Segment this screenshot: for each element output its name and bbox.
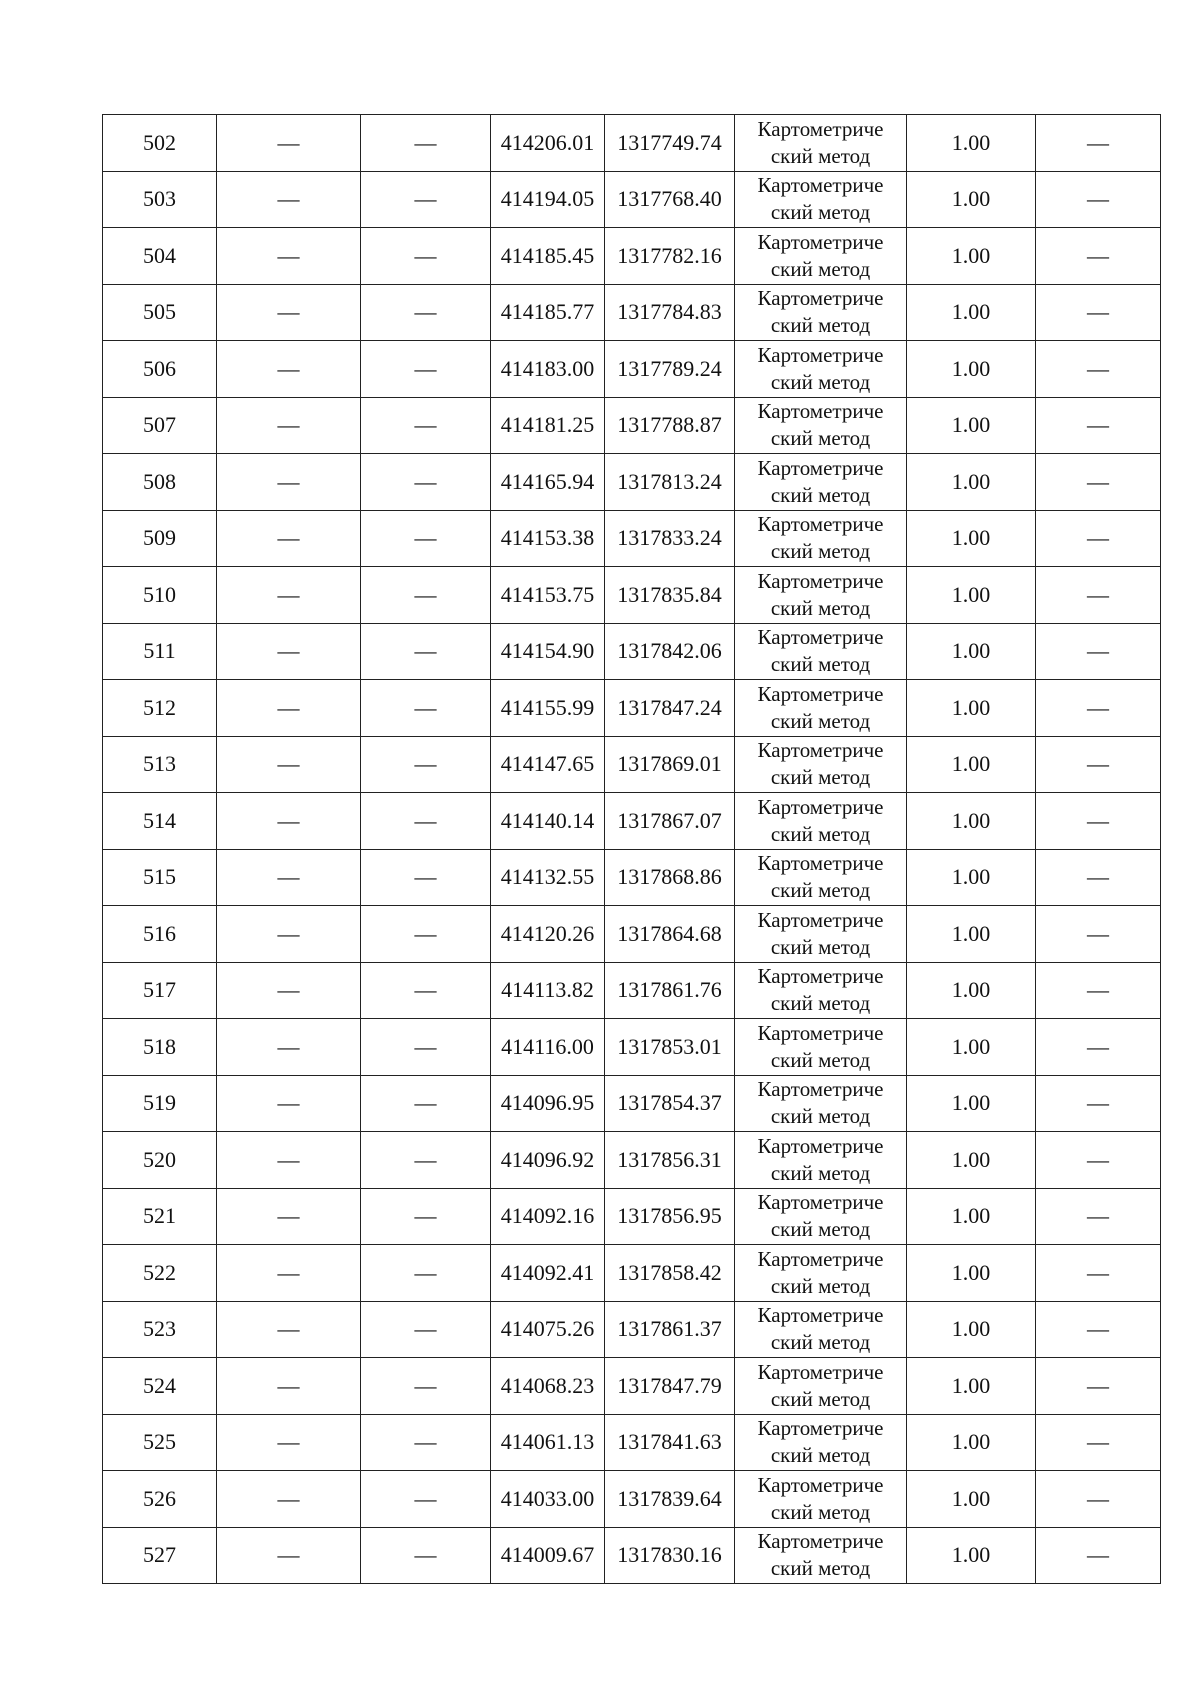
- table-row: [103, 962, 1161, 1019]
- coordinate-x-cell: 414154.90: [491, 623, 605, 680]
- coordinate-x-cell: 414092.16: [491, 1188, 605, 1245]
- empty-value-cell: —: [1036, 736, 1161, 793]
- empty-value-cell: —: [361, 1471, 491, 1528]
- empty-value-cell: —: [217, 736, 361, 793]
- method-cell: [735, 1527, 907, 1584]
- method-text-line: ский метод: [770, 256, 871, 281]
- method-cell: [735, 454, 907, 511]
- table-row: [103, 849, 1161, 906]
- method-text-line: ский метод: [770, 313, 871, 338]
- point-number-cell: 512: [103, 680, 217, 737]
- method-cell: [735, 793, 907, 850]
- method-text-line: ский метод: [770, 878, 871, 903]
- empty-value-cell: —: [1036, 1019, 1161, 1076]
- method-text-line: ский метод: [770, 200, 871, 225]
- coordinate-y-cell: 1317768.40: [605, 171, 735, 228]
- point-number-cell: 518: [103, 1019, 217, 1076]
- coordinate-y-cell: 1317789.24: [605, 341, 735, 398]
- table-row: [103, 567, 1161, 624]
- coordinate-y-cell: 1317847.24: [605, 680, 735, 737]
- empty-value-cell: —: [361, 1301, 491, 1358]
- method-text-line: ский метод: [770, 765, 871, 790]
- method-cell: [735, 567, 907, 624]
- table-row: [103, 1132, 1161, 1189]
- method-cell: [735, 1075, 907, 1132]
- method-text-line: ский метод: [770, 821, 871, 846]
- accuracy-cell: 1.00: [907, 1245, 1036, 1302]
- empty-value-cell: —: [1036, 454, 1161, 511]
- coordinate-y-cell: 1317842.06: [605, 623, 735, 680]
- table-row: [103, 906, 1161, 963]
- method-text-line: Картометриче: [757, 342, 884, 367]
- coordinate-y-cell: 1317835.84: [605, 567, 735, 624]
- empty-value-cell: —: [361, 962, 491, 1019]
- point-number-cell: 523: [103, 1301, 217, 1358]
- empty-value-cell: —: [361, 906, 491, 963]
- empty-value-cell: —: [217, 1301, 361, 1358]
- point-number-cell: 524: [103, 1358, 217, 1415]
- coordinate-x-cell: 414009.67: [491, 1527, 605, 1584]
- empty-value-cell: —: [361, 793, 491, 850]
- method-cell: [735, 623, 907, 680]
- method-text-line: ский метод: [770, 1217, 871, 1242]
- empty-value-cell: —: [217, 567, 361, 624]
- table-body: [103, 115, 1161, 1584]
- empty-value-cell: —: [361, 849, 491, 906]
- coordinate-y-cell: 1317788.87: [605, 397, 735, 454]
- table-row: [103, 623, 1161, 680]
- table-row: [103, 1527, 1161, 1584]
- empty-value-cell: —: [1036, 567, 1161, 624]
- method-cell: [735, 962, 907, 1019]
- coordinate-x-cell: 414120.26: [491, 906, 605, 963]
- point-number-cell: 526: [103, 1471, 217, 1528]
- point-number-cell: 525: [103, 1414, 217, 1471]
- method-cell: [735, 1471, 907, 1528]
- table-row: [103, 1301, 1161, 1358]
- method-text-line: Картометриче: [757, 229, 884, 254]
- table-row: [103, 1471, 1161, 1528]
- empty-value-cell: —: [217, 793, 361, 850]
- method-cell: [735, 1188, 907, 1245]
- accuracy-cell: 1.00: [907, 793, 1036, 850]
- coordinate-x-cell: 414181.25: [491, 397, 605, 454]
- coordinate-x-cell: 414096.92: [491, 1132, 605, 1189]
- method-cell: [735, 510, 907, 567]
- method-text-line: Картометриче: [757, 1416, 884, 1441]
- accuracy-cell: 1.00: [907, 680, 1036, 737]
- empty-value-cell: —: [1036, 228, 1161, 285]
- empty-value-cell: —: [361, 1527, 491, 1584]
- empty-value-cell: —: [217, 171, 361, 228]
- empty-value-cell: —: [361, 284, 491, 341]
- coordinate-x-cell: 414185.77: [491, 284, 605, 341]
- method-cell: [735, 341, 907, 398]
- coordinate-y-cell: 1317858.42: [605, 1245, 735, 1302]
- method-text-line: ский метод: [770, 1160, 871, 1185]
- empty-value-cell: —: [217, 1019, 361, 1076]
- method-text-line: Картометриче: [757, 1133, 884, 1158]
- empty-value-cell: —: [217, 1188, 361, 1245]
- empty-value-cell: —: [1036, 341, 1161, 398]
- empty-value-cell: —: [1036, 1527, 1161, 1584]
- empty-value-cell: —: [361, 623, 491, 680]
- empty-value-cell: —: [1036, 962, 1161, 1019]
- method-text-line: ский метод: [770, 1556, 871, 1581]
- table-row: [103, 115, 1161, 172]
- method-text-line: ский метод: [770, 991, 871, 1016]
- method-cell: [735, 1019, 907, 1076]
- table-row: [103, 680, 1161, 737]
- coordinate-x-cell: 414075.26: [491, 1301, 605, 1358]
- method-text-line: ский метод: [770, 708, 871, 733]
- coordinate-x-cell: 414185.45: [491, 228, 605, 285]
- empty-value-cell: —: [361, 228, 491, 285]
- method-text-line: ский метод: [770, 143, 871, 168]
- empty-value-cell: —: [361, 680, 491, 737]
- accuracy-cell: 1.00: [907, 1301, 1036, 1358]
- table-row: [103, 284, 1161, 341]
- table-row: [103, 510, 1161, 567]
- coordinate-y-cell: 1317868.86: [605, 849, 735, 906]
- point-number-cell: 505: [103, 284, 217, 341]
- empty-value-cell: —: [1036, 849, 1161, 906]
- empty-value-cell: —: [1036, 680, 1161, 737]
- coordinate-y-cell: 1317854.37: [605, 1075, 735, 1132]
- empty-value-cell: —: [361, 1414, 491, 1471]
- table-row: [103, 1075, 1161, 1132]
- method-text-line: ский метод: [770, 482, 871, 507]
- accuracy-cell: 1.00: [907, 1132, 1036, 1189]
- coordinate-x-cell: 414155.99: [491, 680, 605, 737]
- coordinates-table: [102, 114, 1161, 1584]
- empty-value-cell: —: [217, 228, 361, 285]
- empty-value-cell: —: [217, 1414, 361, 1471]
- coordinate-x-cell: 414068.23: [491, 1358, 605, 1415]
- empty-value-cell: —: [361, 567, 491, 624]
- method-text-line: Картометриче: [757, 455, 884, 480]
- coordinate-x-cell: 414165.94: [491, 454, 605, 511]
- method-text-line: ский метод: [770, 1273, 871, 1298]
- table-row: [103, 793, 1161, 850]
- method-text-line: Картометриче: [757, 1246, 884, 1271]
- point-number-cell: 519: [103, 1075, 217, 1132]
- coordinate-y-cell: 1317847.79: [605, 1358, 735, 1415]
- method-cell: [735, 1414, 907, 1471]
- coordinate-x-cell: 414153.38: [491, 510, 605, 567]
- coordinate-y-cell: 1317784.83: [605, 284, 735, 341]
- empty-value-cell: —: [1036, 1245, 1161, 1302]
- method-cell: [735, 1358, 907, 1415]
- point-number-cell: 510: [103, 567, 217, 624]
- method-cell: [735, 284, 907, 341]
- coordinate-y-cell: 1317864.68: [605, 906, 735, 963]
- method-text-line: ский метод: [770, 652, 871, 677]
- empty-value-cell: —: [361, 1188, 491, 1245]
- accuracy-cell: 1.00: [907, 397, 1036, 454]
- method-text-line: Картометриче: [757, 286, 884, 311]
- method-text-line: ский метод: [770, 426, 871, 451]
- accuracy-cell: 1.00: [907, 1527, 1036, 1584]
- empty-value-cell: —: [217, 510, 361, 567]
- empty-value-cell: —: [361, 1358, 491, 1415]
- accuracy-cell: 1.00: [907, 1471, 1036, 1528]
- table-row: [103, 341, 1161, 398]
- coordinate-x-cell: 414132.55: [491, 849, 605, 906]
- table-row: [103, 1414, 1161, 1471]
- method-text-line: Картометриче: [757, 738, 884, 763]
- table-row: [103, 454, 1161, 511]
- method-cell: [735, 171, 907, 228]
- coordinate-y-cell: 1317861.76: [605, 962, 735, 1019]
- point-number-cell: 516: [103, 906, 217, 963]
- coordinate-x-cell: 414206.01: [491, 115, 605, 172]
- accuracy-cell: 1.00: [907, 567, 1036, 624]
- point-number-cell: 508: [103, 454, 217, 511]
- coordinate-y-cell: 1317856.31: [605, 1132, 735, 1189]
- coordinate-y-cell: 1317749.74: [605, 115, 735, 172]
- coordinate-y-cell: 1317839.64: [605, 1471, 735, 1528]
- empty-value-cell: —: [217, 397, 361, 454]
- table-row: [103, 1019, 1161, 1076]
- method-cell: [735, 397, 907, 454]
- empty-value-cell: —: [217, 1527, 361, 1584]
- method-text-line: Картометриче: [757, 116, 884, 141]
- empty-value-cell: —: [1036, 1414, 1161, 1471]
- empty-value-cell: —: [1036, 115, 1161, 172]
- empty-value-cell: —: [361, 454, 491, 511]
- empty-value-cell: —: [217, 341, 361, 398]
- coordinate-x-cell: 414096.95: [491, 1075, 605, 1132]
- empty-value-cell: —: [361, 736, 491, 793]
- accuracy-cell: 1.00: [907, 115, 1036, 172]
- accuracy-cell: 1.00: [907, 284, 1036, 341]
- empty-value-cell: —: [361, 1019, 491, 1076]
- point-number-cell: 506: [103, 341, 217, 398]
- empty-value-cell: —: [1036, 1471, 1161, 1528]
- accuracy-cell: 1.00: [907, 623, 1036, 680]
- coordinate-x-cell: 414033.00: [491, 1471, 605, 1528]
- coordinate-y-cell: 1317782.16: [605, 228, 735, 285]
- empty-value-cell: —: [1036, 1075, 1161, 1132]
- point-number-cell: 517: [103, 962, 217, 1019]
- point-number-cell: 527: [103, 1527, 217, 1584]
- method-text-line: Картометриче: [757, 907, 884, 932]
- table-row: [103, 228, 1161, 285]
- empty-value-cell: —: [217, 1358, 361, 1415]
- coordinate-y-cell: 1317856.95: [605, 1188, 735, 1245]
- accuracy-cell: 1.00: [907, 228, 1036, 285]
- coordinate-y-cell: 1317853.01: [605, 1019, 735, 1076]
- method-text-line: Картометриче: [757, 625, 884, 650]
- method-text-line: ский метод: [770, 1047, 871, 1072]
- coordinate-y-cell: 1317867.07: [605, 793, 735, 850]
- empty-value-cell: —: [1036, 623, 1161, 680]
- point-number-cell: 504: [103, 228, 217, 285]
- method-text-line: Картометриче: [757, 1303, 884, 1328]
- method-text-line: ский метод: [770, 1499, 871, 1524]
- method-cell: [735, 228, 907, 285]
- empty-value-cell: —: [361, 397, 491, 454]
- empty-value-cell: —: [217, 454, 361, 511]
- empty-value-cell: —: [1036, 284, 1161, 341]
- method-cell: [735, 906, 907, 963]
- method-cell: [735, 115, 907, 172]
- method-text-line: ский метод: [770, 369, 871, 394]
- method-cell: [735, 736, 907, 793]
- point-number-cell: 509: [103, 510, 217, 567]
- table-row: [103, 397, 1161, 454]
- empty-value-cell: —: [1036, 1301, 1161, 1358]
- table-row: [103, 1188, 1161, 1245]
- empty-value-cell: —: [361, 171, 491, 228]
- empty-value-cell: —: [217, 115, 361, 172]
- table-row: [103, 736, 1161, 793]
- method-text-line: Картометриче: [757, 1359, 884, 1384]
- empty-value-cell: —: [361, 1075, 491, 1132]
- table-row: [103, 171, 1161, 228]
- accuracy-cell: 1.00: [907, 1414, 1036, 1471]
- empty-value-cell: —: [217, 623, 361, 680]
- coordinate-x-cell: 414092.41: [491, 1245, 605, 1302]
- point-number-cell: 503: [103, 171, 217, 228]
- point-number-cell: 502: [103, 115, 217, 172]
- accuracy-cell: 1.00: [907, 1358, 1036, 1415]
- empty-value-cell: —: [217, 680, 361, 737]
- method-text-line: ский метод: [770, 1330, 871, 1355]
- empty-value-cell: —: [217, 284, 361, 341]
- method-text-line: Картометриче: [757, 1472, 884, 1497]
- table-row: [103, 1245, 1161, 1302]
- method-text-line: Картометриче: [757, 851, 884, 876]
- empty-value-cell: —: [217, 906, 361, 963]
- empty-value-cell: —: [217, 1132, 361, 1189]
- empty-value-cell: —: [217, 1245, 361, 1302]
- method-cell: [735, 1301, 907, 1358]
- accuracy-cell: 1.00: [907, 1075, 1036, 1132]
- table-row: [103, 1358, 1161, 1415]
- method-text-line: ский метод: [770, 1386, 871, 1411]
- empty-value-cell: —: [361, 341, 491, 398]
- method-text-line: Картометриче: [757, 568, 884, 593]
- coordinate-x-cell: 414183.00: [491, 341, 605, 398]
- point-number-cell: 507: [103, 397, 217, 454]
- coordinate-y-cell: 1317841.63: [605, 1414, 735, 1471]
- method-text-line: Картометриче: [757, 1190, 884, 1215]
- empty-value-cell: —: [1036, 1188, 1161, 1245]
- coordinate-y-cell: 1317861.37: [605, 1301, 735, 1358]
- accuracy-cell: 1.00: [907, 1188, 1036, 1245]
- empty-value-cell: —: [217, 1075, 361, 1132]
- method-text-line: Картометриче: [757, 964, 884, 989]
- empty-value-cell: —: [217, 962, 361, 1019]
- empty-value-cell: —: [1036, 171, 1161, 228]
- empty-value-cell: —: [217, 1471, 361, 1528]
- empty-value-cell: —: [1036, 397, 1161, 454]
- accuracy-cell: 1.00: [907, 1019, 1036, 1076]
- point-number-cell: 513: [103, 736, 217, 793]
- empty-value-cell: —: [361, 115, 491, 172]
- coordinate-x-cell: 414061.13: [491, 1414, 605, 1471]
- method-text-line: Картометриче: [757, 1077, 884, 1102]
- point-number-cell: 520: [103, 1132, 217, 1189]
- coordinate-x-cell: 414113.82: [491, 962, 605, 1019]
- coordinate-y-cell: 1317830.16: [605, 1527, 735, 1584]
- accuracy-cell: 1.00: [907, 906, 1036, 963]
- method-text-line: ский метод: [770, 934, 871, 959]
- empty-value-cell: —: [217, 849, 361, 906]
- coordinate-y-cell: 1317869.01: [605, 736, 735, 793]
- coordinate-y-cell: 1317813.24: [605, 454, 735, 511]
- empty-value-cell: —: [1036, 510, 1161, 567]
- empty-value-cell: —: [1036, 793, 1161, 850]
- coordinate-x-cell: 414140.14: [491, 793, 605, 850]
- method-cell: [735, 849, 907, 906]
- method-text-line: Картометриче: [757, 681, 884, 706]
- method-text-line: Картометриче: [757, 173, 884, 198]
- empty-value-cell: —: [361, 1245, 491, 1302]
- point-number-cell: 515: [103, 849, 217, 906]
- empty-value-cell: —: [1036, 906, 1161, 963]
- empty-value-cell: —: [361, 510, 491, 567]
- accuracy-cell: 1.00: [907, 849, 1036, 906]
- method-text-line: Картометриче: [757, 1529, 884, 1554]
- point-number-cell: 521: [103, 1188, 217, 1245]
- method-text-line: Картометриче: [757, 512, 884, 537]
- point-number-cell: 514: [103, 793, 217, 850]
- accuracy-cell: 1.00: [907, 171, 1036, 228]
- coordinate-x-cell: 414147.65: [491, 736, 605, 793]
- coordinate-y-cell: 1317833.24: [605, 510, 735, 567]
- accuracy-cell: 1.00: [907, 736, 1036, 793]
- method-text-line: Картометриче: [757, 794, 884, 819]
- accuracy-cell: 1.00: [907, 341, 1036, 398]
- accuracy-cell: 1.00: [907, 962, 1036, 1019]
- coordinate-x-cell: 414194.05: [491, 171, 605, 228]
- method-text-line: ский метод: [770, 1104, 871, 1129]
- method-cell: [735, 1132, 907, 1189]
- empty-value-cell: —: [1036, 1358, 1161, 1415]
- method-text-line: Картометриче: [757, 399, 884, 424]
- method-text-line: ский метод: [770, 595, 871, 620]
- empty-value-cell: —: [1036, 1132, 1161, 1189]
- coordinate-x-cell: 414153.75: [491, 567, 605, 624]
- point-number-cell: 522: [103, 1245, 217, 1302]
- accuracy-cell: 1.00: [907, 454, 1036, 511]
- method-cell: [735, 680, 907, 737]
- method-cell: [735, 1245, 907, 1302]
- accuracy-cell: 1.00: [907, 510, 1036, 567]
- empty-value-cell: —: [361, 1132, 491, 1189]
- point-number-cell: 511: [103, 623, 217, 680]
- method-text-line: Картометриче: [757, 1020, 884, 1045]
- method-text-line: ский метод: [770, 1443, 871, 1468]
- method-text-line: ский метод: [770, 539, 871, 564]
- coordinate-x-cell: 414116.00: [491, 1019, 605, 1076]
